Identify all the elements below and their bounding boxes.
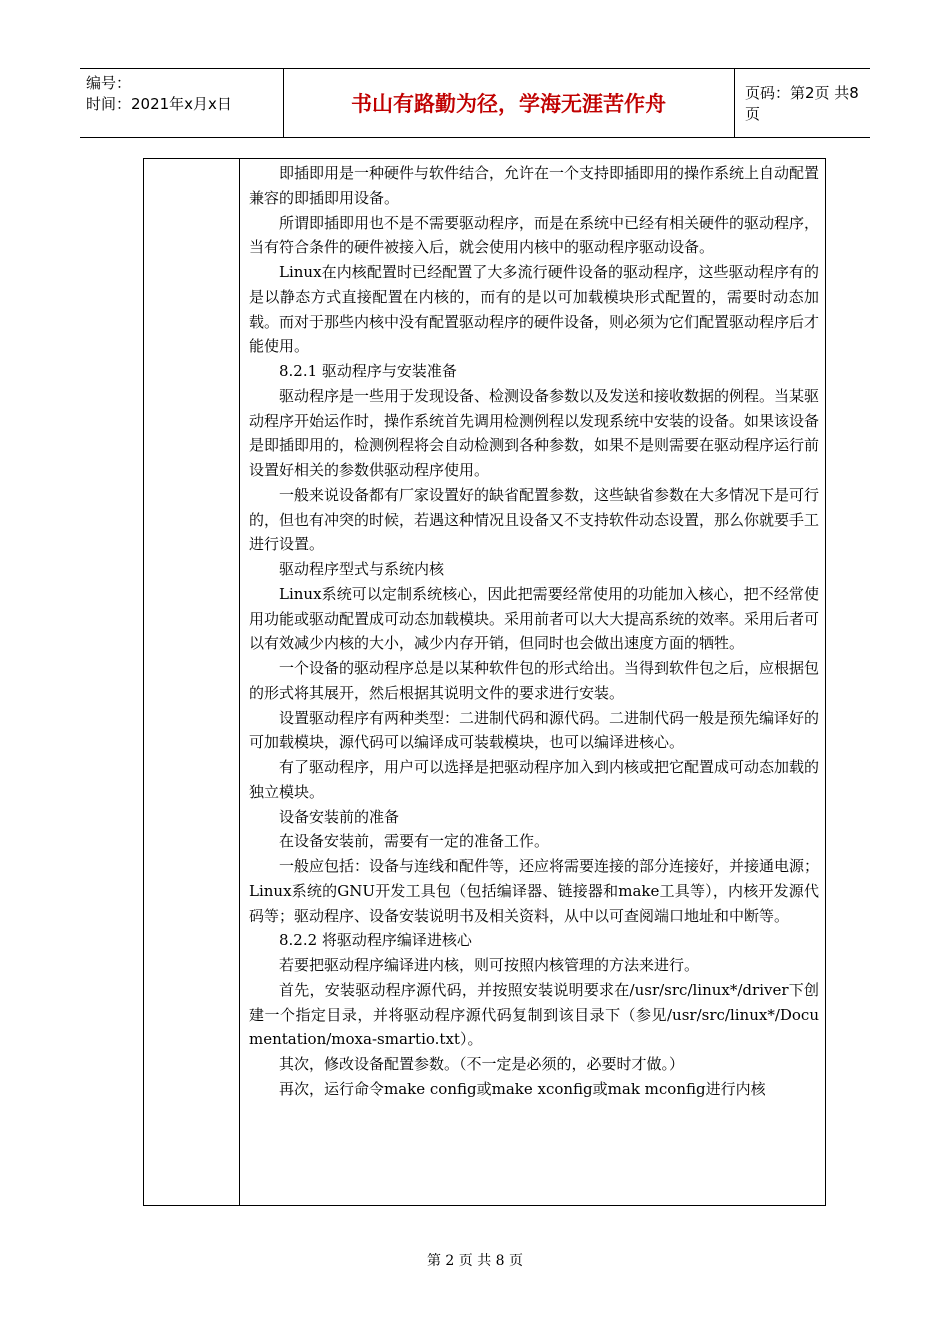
paragraph: 再次，运行命令make config或make xconfig或mak mconfig进行内核: [279, 1079, 766, 1098]
paragraph: 其次，修改设备配置参数。（不一定是必须的，必要时才做。）: [279, 1055, 685, 1073]
page-header: [80, 68, 870, 138]
paragraph: Linux在内核配置时已经配置了大多流行硬件设备的驱动程序，这些驱动程序有的是以静态方式直接配置在内核的，而有的是以可加载模块形式配置的，需要时动态加载。而对于那些内核中没有配置驱动程序的硬件设备，则必须为它们配置驱动程序后才能使用。: [249, 263, 820, 356]
paragraph: 首先，安装驱动程序源代码，并按照安装说明要求在/usr/src/linux*/driver下创建一个指定目录，并将驱动程序源代码复制到该目录下（参见/usr/src/linux*/Documentation/moxa-smartio.txt）。: [249, 980, 819, 1049]
content-cell: [249, 161, 819, 1102]
header-page-info: 页码：第2页 共8页: [745, 84, 859, 123]
paragraph: 在设备安装前，需要有一定的准备工作。: [279, 832, 550, 851]
section-heading: 驱动程序型式与系统内核: [279, 560, 445, 578]
header-meta: [86, 73, 281, 115]
paragraph: 有了驱动程序，用户可以选择是把驱动程序加入到内核或把它配置成可动态加载的独立模块。: [249, 758, 820, 801]
section-heading: 8.2.1 驱动程序与安装准备: [279, 362, 457, 380]
paragraph: 若要把驱动程序编译进内核，则可按照内核管理的方法来进行。: [279, 956, 700, 974]
paragraph: 设置驱动程序有两种类型：二进制代码和源代码。二进制代码一般是预先编译好的可加载模块，源代码可以编译成可装载模块，也可以编译进核心。: [249, 708, 820, 752]
content-table: [143, 158, 826, 1206]
paragraph: Linux系统可以定制系统核心，因此把需要经常使用的功能加入核心，把不经常使用功能或驱动配置成可动态加载模块。采用前者可以大大提高系统的效率。采用后者可以有效减少内核的大小，减少内存开销，但同时也会做出速度方面的牺牲。: [249, 584, 820, 653]
section-heading: 设备安装前的准备: [279, 807, 400, 826]
header-divider-right: [734, 69, 735, 137]
paragraph: 一般来说设备都有厂家设置好的缺省配置参数，这些缺省参数在大多情况下是可行的，但也有冲突的时候，若遇这种情况且设备又不支持软件动态设置，那么你就要手工进行设置。: [249, 485, 820, 554]
paragraph: 驱动程序是一些用于发现设备、检测设备参数以及发送和接收数据的例程。当某驱动程序开始运作时，操作系统首先调用检测例程以发现系统中安装的设备。如果该设备是即插即用的，检测例程将会自动检测到各种参数，如果不是则需要在驱动程序运行前设置好相关的参数供驱动程序使用。: [249, 386, 820, 479]
paragraph: 一个设备的驱动程序总是以某种软件包的形式给出。当得到软件包之后，应根据包的形式将其展开，然后根据其说明文件的要求进行安装。: [249, 659, 820, 702]
paragraph: 即插即用是一种硬件与软件结合，允许在一个支持即插即用的操作系统上自动配置兼容的即插即用设备。: [249, 164, 820, 207]
code-label: 编号：: [86, 74, 132, 92]
table-column-divider: [239, 159, 240, 1205]
page-footer: 第 2 页 共 8 页: [426, 1253, 524, 1269]
paragraph: 所谓即插即用也不是不需要驱动程序，而是在系统中已经有相关硬件的驱动程序，当有符合条件的硬件被接入后，就会使用内核中的驱动程序驱动设备。: [249, 213, 820, 257]
section-heading: 8.2.2 将驱动程序编译进核心: [279, 931, 472, 950]
header-motto: 书山有路勤为径，学海无涯苦作舟: [351, 92, 666, 116]
date-label: 时间：2021年x月x日: [86, 95, 232, 113]
paragraph: 一般应包括：设备与连线和配件等，还应将需要连接的部分连接好，并接通电源；Linux系统的GNU开发工具包（包括编译器、链接器和make工具等），内核开发源代码等；驱动程序、设备安装说明书及相关资料，从中以可查阅端口地址和中断等。: [249, 857, 820, 925]
